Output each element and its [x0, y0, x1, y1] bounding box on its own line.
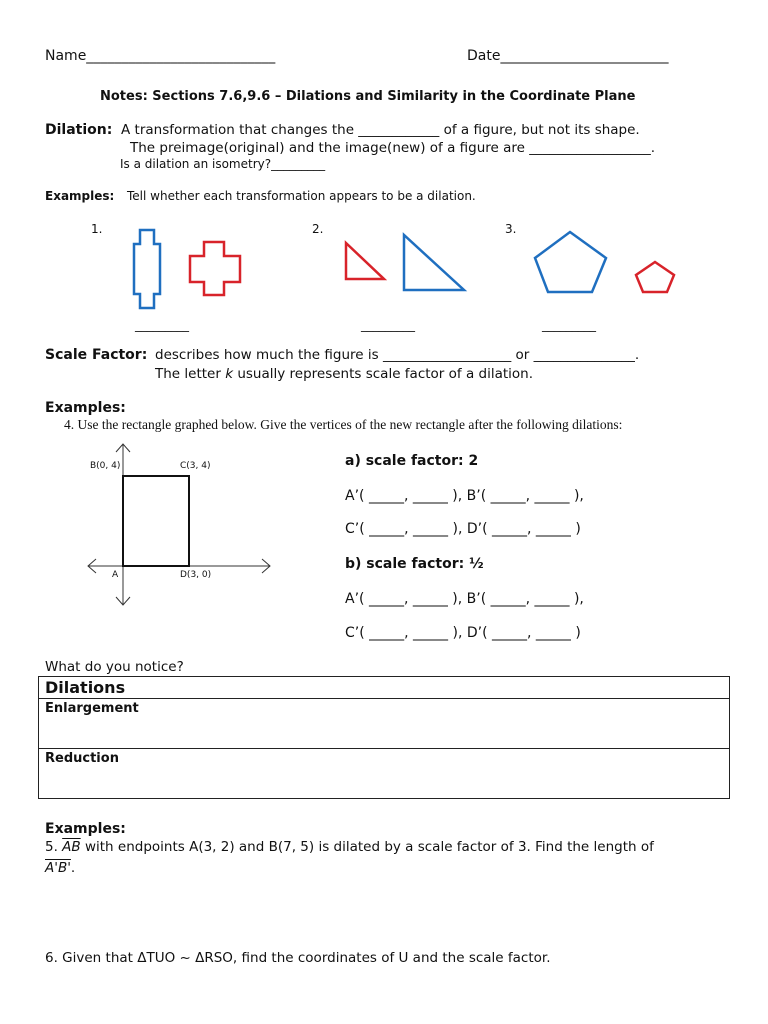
enlargement-row: Enlargement [39, 699, 730, 749]
figure-2-triangles [340, 225, 470, 295]
examples-instruction: Tell whether each transformation appears to be a dilation. [127, 189, 476, 203]
question-4: 4. Use the rectangle graphed below. Give the vertices of the new rectangle after the following dilations: [64, 417, 623, 432]
segment-ab: $\overline{AB}$ [62, 839, 81, 855]
red-small-pentagon [636, 262, 674, 292]
scale-factor-definition: describes how much the figure is ___________________ or _______________. [155, 347, 640, 363]
vertex-label-b: B(0, 4) [90, 461, 121, 471]
blue-large-pentagon [535, 232, 606, 292]
figure-3-pentagons [530, 228, 680, 298]
part-b-row-2: C’( _____, _____ ), D’( _____, _____ ) [345, 625, 581, 641]
date-field-label: Date________________________ [467, 48, 669, 64]
examples-heading-1: Examples: [45, 189, 115, 203]
vertex-label-d: D(3, 0) [180, 570, 212, 580]
question-6: 6. Given that ΔTUO ~ ΔRSO, find the coordinates of U and the scale factor. [45, 950, 551, 966]
dilations-table [38, 676, 730, 799]
part-a-label: a) scale factor: 2 [345, 453, 479, 469]
part-a-row-2: C’( _____, _____ ), D’( _____, _____ ) [345, 521, 581, 537]
figure-1-crosses [120, 220, 250, 320]
example-number-3: 3. [505, 222, 517, 236]
examples-heading-2: Examples: [45, 400, 126, 416]
example-number-1: 1. [91, 222, 103, 236]
scale-factor-letter-line: The letter k usually represents scale factor of a dilation. [155, 366, 534, 382]
dilation-term: Dilation: [45, 122, 113, 138]
blue-large-triangle [404, 235, 464, 290]
question-5: 5. $\overline{AB}$ with endpoints A(3, 2) and B(7, 5) is dilated by a scale factor of 3. Find the length of [45, 839, 654, 855]
example-blank-1: _________ [135, 318, 189, 332]
example-number-2: 2. [312, 222, 324, 236]
scale-factor-term: Scale Factor: [45, 347, 148, 363]
question-5-continued: A'B'. [45, 860, 76, 876]
rectangle-abcd [123, 476, 189, 566]
red-small-triangle [346, 243, 384, 279]
blue-tall-cross [134, 230, 160, 308]
name-field-label: Name___________________________ [45, 48, 276, 64]
page-title: Notes: Sections 7.6,9.6 – Dilations and Similarity in the Coordinate Plane [100, 89, 636, 104]
reduction-row: Reduction [39, 749, 730, 799]
dilation-definition: A transformation that changes the ____________ of a figure, but not its shape. [121, 122, 640, 138]
example-blank-3: _________ [542, 318, 596, 332]
red-small-cross [190, 242, 240, 295]
dilation-preimage-line: The preimage(original) and the image(new) of a figure are __________________. [130, 140, 656, 156]
examples-heading-3: Examples: [45, 821, 126, 837]
vertex-label-c: C(3, 4) [180, 461, 211, 471]
part-b-row-1: A’( _____, _____ ), B’( _____, _____ ), [345, 591, 584, 607]
segment-a-prime-b-prime: A'B' [45, 860, 71, 876]
part-b-label: b) scale factor: ½ [345, 556, 484, 572]
dilations-table-header: Dilations [39, 677, 730, 699]
isometry-question: Is a dilation an isometry?_________ [120, 157, 326, 171]
vertex-label-a: A [112, 570, 119, 580]
part-a-row-1: A’( _____, _____ ), B’( _____, _____ ), [345, 488, 584, 504]
example-blank-2: _________ [361, 318, 415, 332]
notice-question: What do you notice? [45, 659, 184, 675]
